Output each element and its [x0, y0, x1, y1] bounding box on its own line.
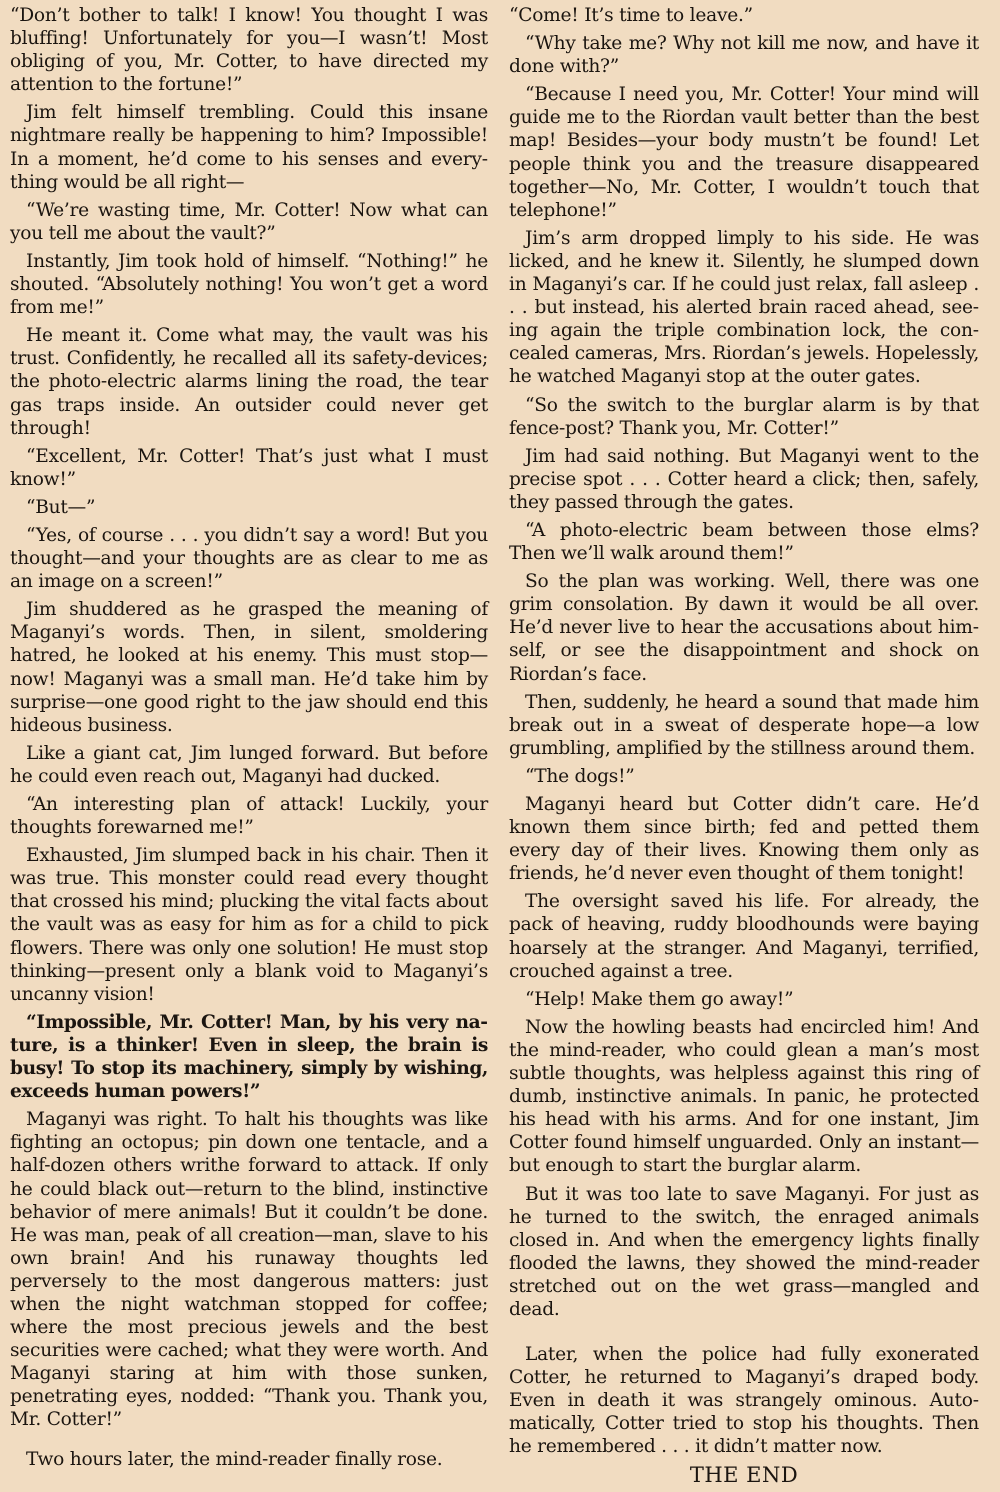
paragraph: “A photo-electric beam between those elms? Then we’ll walk around them!” [509, 519, 979, 565]
paragraph: “Because I need you, Mr. Cotter! Your mind will guide me to the Riordan vault better than the best map! Besides—your body mustn’t be found! Let people think you and the treasure disappeared together—No, Mr. Cotter, I wouldn’t touch that telephone!” [509, 84, 979, 221]
paragraph: Jim’s arm dropped limply to his side. He was licked, and he knew it. Silently, he slumped down in Maganyi’s car. If he could just relax, fall asleep . . . but instead, his alerted brain raced ahead, seeing again the triple combination lock, the concealed cameras, Mrs. Riordan’s jewels. Hopelessly, he watched Maganyi stop at the outer gates. [509, 227, 979, 388]
paragraph: Later, when the police had fully exonerated Cotter, he returned to Maganyi’s draped body. Even in death it was strangely ominous. Automatically, Cotter tried to stop his thoughts. Then he remembered . . . it didn’t matter now. [509, 1344, 979, 1458]
paragraph: “But—” [26, 496, 96, 518]
paragraph: Two hours later, the mind-reader finally rose. [26, 1448, 443, 1470]
paragraph: “Why take me? Why not kill me now, and have it done with?” [509, 33, 979, 78]
paragraph: “The dogs!” [525, 765, 635, 787]
paragraph: Then, suddenly, he heard a sound that made him break out in a sweat of desperate hope—a low grumbling, amplified by the stillness around them. [509, 691, 979, 759]
paragraph: Now the howling beasts had encircled him! And the mind-reader, who could glean a man’s most subtle thoughts, was helpless against this ring of dumb, instinctive animals. In panic, he protected his head with his arms. And for one instant, Jim Cotter found himself unguarded. Only an instant—but enough to start the burglar alarm. [509, 1016, 979, 1177]
paragraph: “Come! It’s time to leave.” [509, 5, 753, 26]
paragraph: “Don’t bother to talk! I know! You thought I was bluffing! Unfortunately for you—I wasn’t! Most obliging of you, Mr. Cotter, to have directed my attention to the fortune!” [10, 5, 488, 96]
paragraph: Maganyi was right. To halt his thoughts was like fighting an octopus; pin down one tentacle, and a half-dozen others writhe forward to attack. If only he could black out—return to the blind, instinctive behavior of mere animals! But it couldn’t be done. He was man, peak of all creation—man, slave to his own brain! And his runaway thoughts led perversely to the most dangerous matters: just when the night watchman stopped for coffee; where the most precious jewels and the best securities were cached; what they were worth. And Maganyi staring at him with those sunken, penetrating eyes, nodded: “Thank you. Thank you, Mr. Cotter!” [10, 1109, 488, 1431]
paragraph: Instantly, Jim took hold of himself. “Nothing!” he shouted. “Absolutely nothing! You won’t get a word from me!” [10, 250, 488, 319]
right-column [509, 4, 979, 1492]
paragraph: He meant it. Come what may, the vault was his trust. Confidently, he recalled all its safety-devices; the photo-electric alarms lining the road, the tear gas traps inside. An outsider could never get through! [10, 325, 488, 439]
paragraph: But it was too late to save Maganyi. For just as he turned to the switch, the enraged animals closed in. And when the emergency lights finally flooded the lawns, they showed the mind-reader stretched out on the wet grass—mangled and dead. [509, 1183, 979, 1320]
paragraph: “Excellent, Mr. Cotter! That’s just what I must know!” [10, 445, 488, 490]
paragraph: The oversight saved his life. For already, the pack of heaving, ruddy bloodhounds were baying hoarsely at the stranger. And Maganyi, terrified, crouched against a tree. [509, 891, 979, 982]
paragraph: Maganyi heard but Cotter didn’t care. He’d known them since birth; fed and petted them every day of their lives. Knowing them only as friends, he’d never even thought of them tonight! [509, 794, 979, 885]
paragraph: Like a giant cat, Jim lunged forward. But before he could even reach out, Maganyi had ducked. [10, 742, 488, 787]
paragraph: Jim had said nothing. But Maganyi went to the precise spot . . . Cotter heard a click; then, safely, they passed through the gates. [509, 445, 979, 513]
the-end-label: THE END [689, 1462, 799, 1487]
paragraph: “So the switch to the burglar alarm is by that fence-post? Thank you, Mr. Cotter!” [509, 394, 979, 439]
paragraph: Exhausted, Jim slumped back in his chair. Then it was true. This monster could read every thought that crossed his mind; plucking the vital facts about the vault was as easy for him as for a child to pick flowers. There was only one solution! He must stop thinking—present only a blank void to Maganyi’s uncanny vision! [10, 845, 488, 1005]
paragraph: “Yes, of course . . . you didn’t say a word! But you thought—and your thoughts are as clear to me as an image on a screen!” [10, 524, 488, 593]
paragraph: “We’re wasting time, Mr. Cotter! Now what can you tell me about the vault?” [10, 199, 488, 244]
left-column [10, 4, 488, 1476]
paragraph: “Help! Make them go away!” [525, 988, 794, 1010]
paragraph: “An interesting plan of attack! Luckily, your thoughts forewarned me!” [10, 794, 488, 839]
paragraph-bold: “Impossible, Mr. Cotter! Man, by his very nature, is a thinker! Even in sleep, the brain is busy! To stop its machinery, simply by wishing, exceeds human powers!” [10, 1011, 488, 1103]
paragraph: Jim shuddered as he grasped the meaning of Maganyi’s words. Then, in silent, smoldering hatred, he looked at his enemy. This must stop—now! Maganyi was a small man. He’d take him by surprise—one good right to the jaw should end this hideous business. [10, 599, 488, 736]
paragraph: So the plan was working. Well, there was one grim consolation. By dawn it would be all over. He’d never live to hear the accusations about himself, or see the disappointment and shock on Riordan’s face. [509, 571, 979, 685]
paragraph: Jim felt himself trembling. Could this insane nightmare really be happening to him? Impossible! In a moment, he’d come to his senses and everything would be all right— [10, 102, 488, 193]
